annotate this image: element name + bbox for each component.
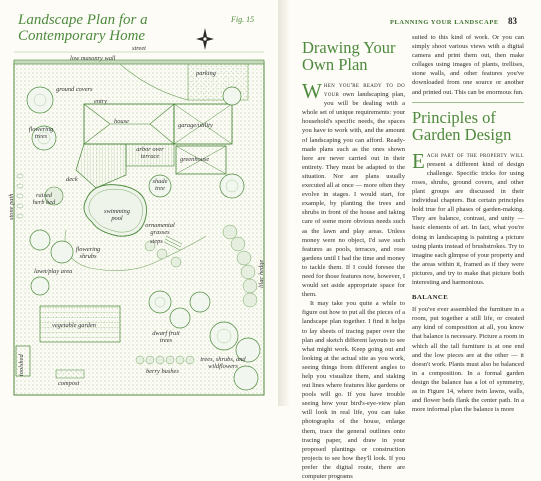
label-toolshed: toolshed <box>18 354 25 376</box>
label-berry-bushes: berry bushes <box>146 368 179 375</box>
subhead-balance: BALANCE <box>412 294 449 302</box>
paragraph-tracing: It may take you quite a while to figure out how to put all the pieces of a landscape plan together. I find it helps to lay sheets of tracing paper over the plan and sketch different layouts to see what might work. Keep going out and looking at the actual site as you work, seeing things from different angles to help you visualize them, and staking out lines where features like gardens or pools will go. If you have trouble seeing how your bird's-eye-view plan will look in real life, you can take photographs of the house, enlarge them, trace the general outlines onto tracing paper, and draw in your proposed plantings or construction projects to see how they'll look. If you prefer the digital route, there are computer programs <box>302 300 405 481</box>
label-trees-shrubs-wildflowers: trees, shrubs, and wildflowers <box>200 356 246 370</box>
label-shade-tree: shade tree <box>152 178 168 192</box>
paragraph-intro <box>302 81 405 299</box>
drop-cap: W <box>302 79 322 103</box>
label-flowering-trees: flowering trees <box>28 126 54 140</box>
small-caps-lead: hen you're ready to do your <box>323 82 405 99</box>
paragraph-text: present a different kind of design challenge. Specific tricks for using roses, shrubs, ground covers, and other plant groups are discussed in their individual chapters. But certain principles hold true for all phases of garden-making. They are balance, contrast, and unity — basic elements of art. In fact, what you're doing in landscaping is painting a picture using plants instead of brushstrokes. Try to imagine each glimpse of your property and the areas within it, framed as if they were pictures, and try to make that picture both interesting and harmonious. <box>412 160 524 286</box>
label-raised-herb-bed: raised herb bed <box>32 192 56 206</box>
label-arbor: arbor over terrace <box>136 146 164 160</box>
label-wall: low masonry wall <box>70 55 116 62</box>
label-deck: deck <box>66 176 78 183</box>
label-greenhouse: greenhouse <box>180 156 210 163</box>
running-head: PLANNING YOUR LANDSCAPE <box>390 19 499 26</box>
label-house: house <box>114 118 129 125</box>
label-street: street <box>132 45 146 52</box>
book-gutter <box>278 0 290 406</box>
small-caps-lead: ach part of the property will <box>426 151 524 159</box>
paragraph-text: own landscaping plan, you will be dealing with a whole set of unique requirements: your household's specific needs, the spaces you have to work with, and the amount of landscaping you can afford. Ready-made plans such as the ones shown here are never carried out in their entirety. They must be adapted to the situation. Nor are plans usually executed all at once — more often they evolve in stages. I would start, for example, by planting the trees and shrubs in front of the house and taking care of some more obvious needs such as the lawn and play areas. Unless money were no object, I'd save such features as pools, terraces, and rose gardens until I had the time and money to tackle them. If I could foresee the need for those features now, however, I would set aside appropriate space for them. <box>302 91 405 299</box>
label-vegetable-garden: vegetable garden <box>52 322 96 329</box>
paragraph-balance: If you've ever assembled the furniture in a room, put together a still life, or created any kind of composition at all, you know that balance is necessary. Picture a room in which all the tall furniture is at one end and the low pieces are at the other — it doesn't work. Plants must also be balanced in a composition. In a formal garden design the balance has a lot of symmetry, as in Figure 14, where twin lawns, walls, and flower beds flank the center path. In a more informal plan the balance is more <box>412 306 524 414</box>
paragraph-principles <box>412 148 524 287</box>
label-stone-path: stone path <box>8 193 15 220</box>
label-lawn: lawn/play area <box>34 268 73 275</box>
label-swimming-pool: swimming pool <box>104 208 130 222</box>
text-column-right <box>412 33 524 414</box>
paragraph-continued: suited to this kind of work. Or you can simply shoot various views with a digital camera and print them out, then make collages using images of plants, trellises, stone walls, and other features you've downloaded from one source or another and printed out. This can be enormous fun. <box>412 34 524 96</box>
label-flowering-shrubs: flowering shrubs <box>75 246 101 260</box>
drop-cap: E <box>412 148 425 173</box>
section-title-drawing-plan: Drawing Your Own Plan <box>302 38 396 74</box>
label-garage: garage/utility <box>178 122 213 129</box>
section-title-principles: Principles of Garden Design <box>412 107 512 144</box>
label-compost: compost <box>58 380 80 387</box>
plan-title: Landscape Plan for a Contemporary Home <box>18 12 148 44</box>
figure-label: Fig. 15 <box>231 15 255 24</box>
page-number: 83 <box>508 16 517 26</box>
label-lilac-hedge: lilac hedge <box>258 259 265 288</box>
label-steps: steps <box>150 238 163 245</box>
text-column-left <box>302 33 405 481</box>
label-ornamental-grasses: ornamental grasses <box>145 222 175 236</box>
label-dwarf-fruit-trees: dwarf fruit trees <box>152 330 180 344</box>
section-divider <box>412 102 524 103</box>
label-ground-covers: ground covers <box>56 86 93 93</box>
label-parking: parking <box>196 70 216 77</box>
label-entry: entry <box>94 98 108 105</box>
